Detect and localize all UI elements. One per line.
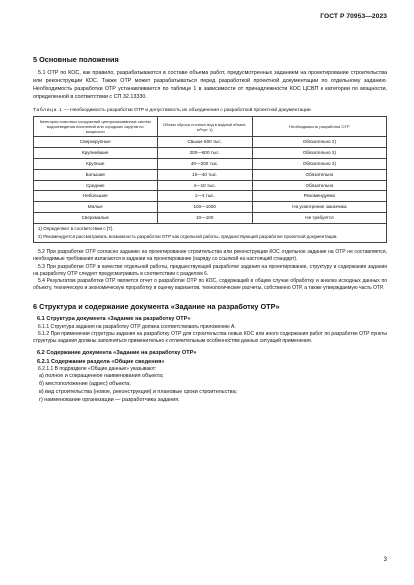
paragraph-6-2-1-1: 6.2.1.1 В подразделе «Общие данные» указывают: (38, 366, 157, 373)
cell-category: Средние (34, 180, 158, 191)
cell-category: Сверхмалые (34, 212, 158, 223)
table-row (34, 169, 387, 180)
list-item: г) наименование организации — разработчика задания. (39, 397, 180, 404)
section-6-1-title: 6.1 Структура документа «Задание на разработку ОТР» (37, 315, 191, 322)
cell-volume: Свыше 600 тыс. (157, 137, 252, 148)
header-category: Категория очистных сооружений централизованных систем водоотведения поселений или городских округов по мощности (34, 117, 158, 137)
table-1 (33, 116, 387, 243)
cell-need: Обязательно (252, 169, 386, 180)
section-5-title: 5 Основные положения (33, 55, 119, 64)
section-6-2-title: 6.2 Содержание документа «Задание на разработку ОТР» (37, 350, 197, 357)
cell-need: Обязательно 2) (252, 148, 386, 159)
table-note-1: 1) Определяют в соответствии с [7]. (38, 225, 114, 231)
table-row (34, 191, 387, 202)
header-need: Необходимость разработки ОТР (252, 117, 386, 137)
table-row (34, 158, 387, 169)
page-number: 3 (383, 557, 387, 563)
table-row (34, 180, 387, 191)
cell-volume: 100—1000 (157, 202, 252, 213)
table-notes (34, 223, 387, 243)
paragraph-6-1-2: 6.1.2 При применении структуры задания на разработку ОТР для строительства новых КОС или иного содержания работ по разработке ОТР пункты структуры задания должны заполняться применительно к отличительным особенностям данных ситуаций применения. (33, 330, 387, 344)
paragraph-5-3: 5.3 При разработке ОТР в качестве отдельной работы, предшествующей разработке задания на проектирование, структуру и содержание задания на разработку ОТР следует предусматривать в соответствии с разделом 6. (33, 263, 387, 277)
paragraph-5-2: 5.2 При разработке ОТР согласно заданию на проектирование строительства или реконструкции КОС отдельное задание на ОТР не составляется, необходимые требования излагаются в задании на проектирование (наряду со ссылкой на настоящий стандарт). (33, 249, 387, 263)
cell-need: Обязательно 2) (252, 158, 386, 169)
cell-need: Обязательно 2) (252, 137, 386, 148)
paragraph-5-4: 5.4 Результатом разработки ОТР является отчет о разработке ОТР по КОС, содержащий в общем случае обработку и анализ исходных данных по объекту, техническую и экономическую проработку и оценку вариантов, технологические расчеты, собственно ОТР, а также утверждаемую часть ОТР. (33, 278, 387, 292)
table-notes-row (34, 223, 387, 243)
cell-need: Обязательно (252, 180, 386, 191)
list-item: а) полное и сокращенное наименования объекта; (39, 373, 164, 380)
page-content (33, 30, 387, 405)
paragraph-5-1: 5.1 ОТР по КОС, как правило, разрабатываются в составе объема работ, предусмотренных заданием на проектирование строительства или реконструкции КОС. Также ОТР может разрабатываться перед разработкой проектной документации по отдельному заданию. Необходимость разработки ОТР устанавливается по таблице 1 в зависимости от принадлежности КОС ЦСВП к категории по мощности, определенной в соответствии с СП 32.13330. (33, 70, 387, 100)
cell-volume: 40—200 тыс. (157, 158, 252, 169)
list-item: в) вид строительства (новое, реконструкция) и плановые сроки строительства; (39, 389, 238, 396)
table-note-2: 2) Рекомендуется рассматривать возможность разработки ОТР как отдельной работы, предшествующей разработке проектной документации. (38, 233, 338, 239)
cell-volume: 200—600 тыс. (157, 148, 252, 159)
cell-volume: 10—100 (157, 212, 252, 223)
cell-need: На усмотрение заказчика (252, 202, 386, 213)
table-header-row (34, 117, 387, 137)
requirements-list (33, 373, 387, 405)
table-row (34, 137, 387, 148)
section-6-2-1-title: 6.2.1 Содержание раздела «Общие сведения» (37, 359, 165, 366)
table-1-label: Таблица 1 (33, 107, 63, 113)
cell-category: Небольшие (34, 191, 158, 202)
paragraph-6-1-1: 6.1.1 Структура задания на разработку ОТР должна соответствовать приложению А. (38, 323, 236, 330)
list-item: б) местоположение (адрес) объекта; (39, 381, 131, 388)
table-1-caption-text: — Необходимость разработки ОТР и допустимость их объединения с разработкой проектной документации (62, 107, 311, 113)
cell-volume: 10—40 тыс. (157, 169, 252, 180)
cell-category: Крупнейшие (34, 148, 158, 159)
table-row (34, 212, 387, 223)
cell-need: Не требуется (252, 212, 386, 223)
section-6-title: 6 Структура и содержание документа «Задание на разработку ОТР» (33, 301, 280, 311)
cell-category: Большие (34, 169, 158, 180)
cell-volume: 1—4 тыс. (157, 191, 252, 202)
table-row (34, 202, 387, 213)
doc-code: ГОСТ Р 70953—2023 (320, 13, 387, 20)
cell-category: Сверхкрупные (34, 137, 158, 148)
table-1-caption (33, 108, 387, 114)
cell-volume: 4—10 тыс. (157, 180, 252, 191)
header-volume: Объем сброса сточных вод в водный объект, м³/сут 1) (157, 117, 252, 137)
table-row (34, 148, 387, 159)
cell-need: Рекомендуемо (252, 191, 386, 202)
cell-category: Крупные (34, 158, 158, 169)
cell-category: Малые (34, 202, 158, 213)
